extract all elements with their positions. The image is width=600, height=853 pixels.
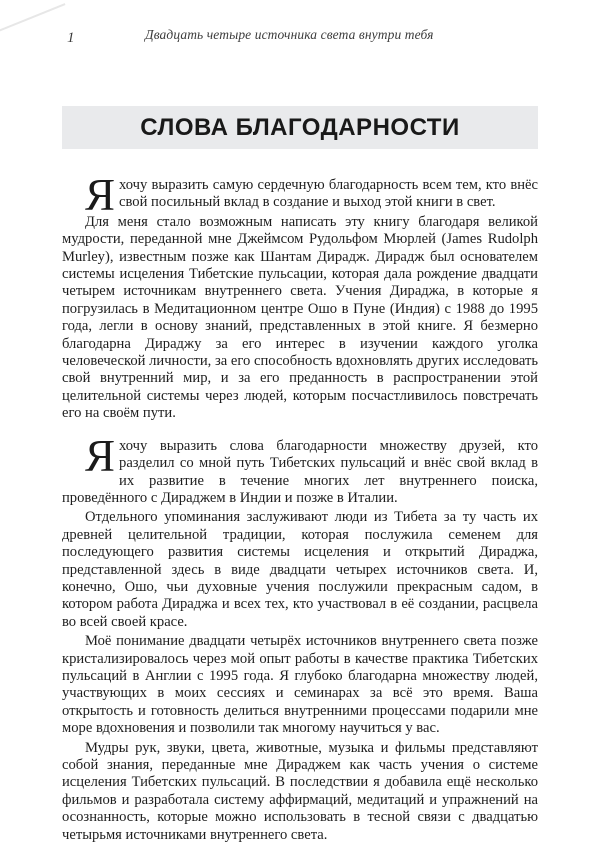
drop-cap: Я bbox=[85, 430, 116, 481]
paragraph bbox=[62, 509, 538, 631]
paragraph-text: Мудры рук, звуки, цвета, животные, музыка и фильмы представляют собой знания, переданные мне Дираджем как часть учения о системе исцеления Тибетских пульсаций. В последствии я добавила ещё несколько фильмов и разработала систему аффирмаций, медитаций и упражнений на осознанность, которые можно использовать в тесной связи с двадцатью четырьмя источниками внутреннего света. bbox=[62, 739, 538, 843]
section-acknowledgement-1 bbox=[62, 170, 538, 423]
paragraph-text: Для меня стало возможным написать эту книгу благодаря великой мудрости, переданной мне Джеймсом Рудольфом Мюрлей (James Rudolph Murley), известным позже как Шантам Дирадж. Дирадж был основателем системы исцеления Тибетские пульсации, которая дала рождение двадцати четырем источникам внутреннего света. Учения Дираджа, в которые я погрузилась в Медитационном центре Ошо в Пуне (Индия) с 1988 до 1995 года, легли в основу знаний, представленных в этой книге. Я безмерно благодарна Дираджу за его интерес в изучении каждого уголка человеческой личности, за его способность вдохновлять других исследовать свой внутренний мир, и за его преданность в распространении этой целительной системы через людей, которым посчастливилось повстречать его на своём пути. bbox=[62, 213, 538, 422]
paragraph-text: Моё понимание двадцати четырёх источников внутреннего света позже кристализировалось через мой опыт работы в качестве практика Тибетских пульсаций в Англии с 1995 года. Я глубоко благодарна множеству людей, участвующих в моих сессиях и семинарах за всё это время. Ваша открытость и готовность делиться внутренними процессами подарили мне море вдохновения и позволили так многому научиться у вас. bbox=[62, 633, 538, 737]
paragraph bbox=[62, 214, 538, 423]
paragraph-text: Отдельного упоминания заслуживают люди из Тибета за ту часть их древней целительной традиции, которая послужила семенем для последующего развития системы исцеления и открытий Дираджа, представленной здесь в виде двадцати четырех источников света. И, конечно, Ошо, чьи духовные учения послужили прекрасным садом, в котором работа Дираджа и всех тех, кто участвовал в её создании, расцвела во всей своей красе. bbox=[62, 509, 538, 630]
paragraph bbox=[62, 430, 538, 508]
paragraph-text: хочу выразить самую сердечную благодарность всем тем, кто внёс свой посильный вклад в создание и выход этой книги в свет. bbox=[119, 177, 538, 211]
page-body bbox=[62, 170, 538, 846]
paragraph bbox=[62, 740, 538, 844]
running-title: Двадцать четыре источника света внутри тебя bbox=[145, 27, 434, 42]
paragraph bbox=[62, 633, 538, 737]
chapter-title-banner bbox=[62, 106, 538, 149]
scan-artifact bbox=[0, 3, 65, 35]
section-acknowledgement-2 bbox=[62, 430, 538, 844]
paragraph-text: хочу выразить слова благодарности множеству друзей, кто разделил со мной путь Тибетских пульсаций и внёс свой вклад в их развитие в течение многих лет внутреннего поиска, проведённого с Дираджем в Индии и позже в Италии. bbox=[62, 437, 538, 506]
chapter-title: СЛОВА БЛАГОДАРНОСТИ bbox=[140, 113, 460, 141]
paragraph bbox=[62, 170, 538, 220]
drop-cap: Я bbox=[85, 170, 116, 220]
page-number: 1 bbox=[67, 30, 75, 46]
